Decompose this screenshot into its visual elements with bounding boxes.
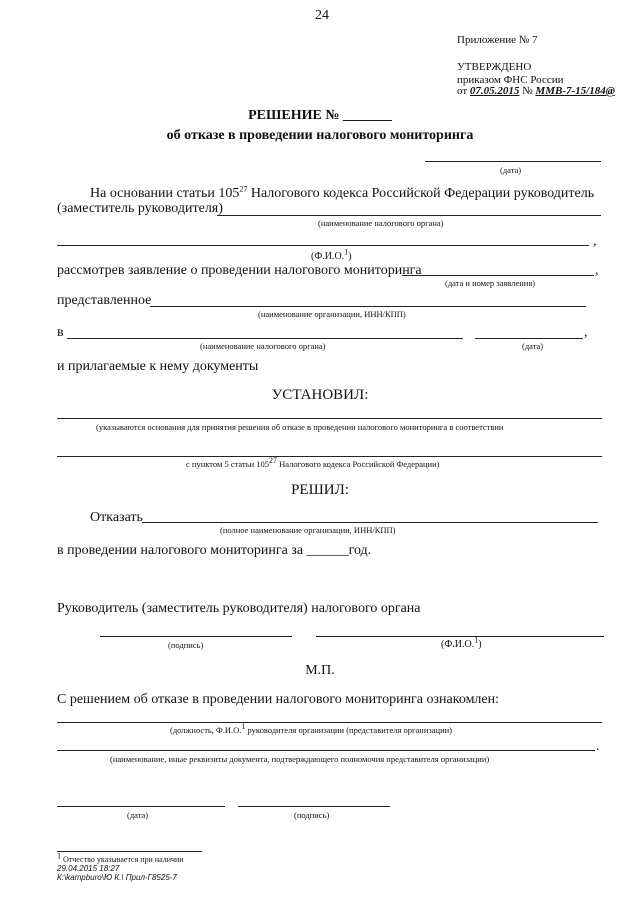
decided-heading: РЕШИЛ: bbox=[291, 482, 349, 498]
appendix-label: Приложение № 7 bbox=[457, 34, 538, 46]
established-heading: УСТАНОВИЛ: bbox=[271, 387, 369, 403]
grounds-line-1 bbox=[57, 418, 602, 419]
tax-authority-line-2 bbox=[67, 338, 463, 339]
fio2-text: (Ф.И.О. bbox=[441, 639, 475, 650]
decision-title: РЕШЕНИЕ № _______ bbox=[248, 108, 392, 123]
fio-line bbox=[57, 245, 589, 246]
approved-label: УТВЕРЖДЕНО bbox=[457, 61, 532, 73]
fio-caption bbox=[311, 247, 352, 262]
date-caption-3: (дата) bbox=[127, 810, 149, 820]
date-line-2 bbox=[475, 338, 583, 339]
grounds-caption-2b: Налогового кодекса Российской Федерации) bbox=[277, 459, 440, 469]
grounds-caption-1: (указываются основания для принятия решения об отказе в проведении налогового мониторинга в соответствии bbox=[96, 422, 504, 432]
date-caption: (дата) bbox=[500, 165, 522, 175]
comma-2: , bbox=[595, 263, 599, 278]
position-caption-a: (должность, Ф.И.О. bbox=[170, 725, 242, 735]
order-label: приказом ФНС России bbox=[457, 74, 564, 86]
footnote-body: Отчество указывается при наличии bbox=[61, 855, 184, 864]
basis-text-b: Налогового кодекса Российской Федерации руководитель bbox=[247, 186, 595, 201]
grounds-superscript: 27 bbox=[269, 456, 277, 466]
signature-line-2 bbox=[238, 806, 390, 807]
refuse-text: Отказать bbox=[90, 510, 143, 525]
position-caption bbox=[170, 722, 452, 735]
basis-paragraph bbox=[90, 186, 594, 202]
full-org-line bbox=[142, 522, 598, 523]
document-line bbox=[57, 750, 595, 751]
order-ref bbox=[457, 85, 615, 97]
position-superscript: 1 bbox=[241, 722, 246, 732]
year-blank: ______ bbox=[306, 543, 349, 558]
signature-caption-2: (подпись) bbox=[294, 810, 330, 820]
tax-authority-caption: (наименование налогового органа) bbox=[318, 218, 444, 228]
print-timestamp: 29.04.2015 18:27 bbox=[57, 864, 120, 873]
application-line bbox=[402, 275, 594, 276]
in-prefix: в bbox=[57, 325, 64, 340]
document-caption: (наименование, иные реквизиты документа, подтверждающего полномочия представителя организации) bbox=[110, 754, 490, 764]
signature-line bbox=[100, 636, 292, 637]
article-superscript: 27 bbox=[239, 184, 248, 194]
number-prefix: № bbox=[522, 85, 533, 97]
year-label: год. bbox=[348, 543, 372, 558]
tax-authority-line bbox=[217, 215, 601, 216]
full-org-caption: (полное наименование организации, ИНН/КПП) bbox=[220, 525, 396, 535]
handwritten-number: ММВ-7-15/184@ bbox=[535, 85, 615, 97]
submitted-text: представленное bbox=[57, 293, 152, 308]
acquainted-text: С решением об отказе в проведении налогового мониторинга ознакомлен: bbox=[57, 692, 500, 707]
fio-line-2 bbox=[316, 636, 604, 637]
tax-authority-caption-2: (наименование налогового органа) bbox=[200, 341, 326, 351]
handwritten-date: 07.05.2015 bbox=[469, 85, 520, 97]
footnote-text bbox=[57, 851, 184, 864]
conduct-text bbox=[57, 543, 371, 559]
comma-3: , bbox=[584, 325, 588, 340]
grounds-line-2 bbox=[57, 456, 602, 457]
fio2-superscript: 1 bbox=[474, 635, 479, 645]
footnote-divider bbox=[57, 851, 202, 852]
grounds-caption-2a: с пунктом 5 статьи 105 bbox=[186, 459, 269, 469]
application-caption: (дата и номер заявления) bbox=[445, 278, 536, 288]
position-caption-b: руководителя организации (представителя организации) bbox=[245, 725, 452, 735]
footnote-superscript: 1 bbox=[57, 851, 61, 861]
date-line bbox=[425, 161, 601, 162]
fio-caption-2 bbox=[441, 635, 482, 650]
comma-1: , bbox=[593, 234, 597, 249]
decision-subtitle: об отказе в проведении налогового мониторинга bbox=[166, 128, 474, 143]
head-label: Руководитель (заместитель руководителя) налогового органа bbox=[57, 601, 421, 616]
from-prefix: от bbox=[457, 85, 468, 97]
grounds-caption-2 bbox=[186, 456, 440, 469]
basis-text-a: На основании статьи 105 bbox=[90, 186, 240, 201]
file-path: К:\kampburo\Ю К.\ Прил-Г8525-7 bbox=[57, 873, 177, 882]
fio-superscript: 1 bbox=[344, 247, 349, 257]
page-number: 24 bbox=[315, 8, 329, 23]
attached-text: и прилагаемые к нему документы bbox=[57, 359, 259, 374]
position-line bbox=[57, 722, 602, 723]
period: . bbox=[596, 739, 600, 754]
date-caption-2: (дата) bbox=[522, 341, 544, 351]
deputy-label: (заместитель руководителя) bbox=[57, 201, 223, 216]
conduct-label: в проведении налогового мониторинга за bbox=[57, 543, 304, 558]
fio-caption-close: ) bbox=[348, 251, 352, 262]
organization-line bbox=[150, 306, 586, 307]
considered-text: рассмотрев заявление о проведении налогового мониторинга bbox=[57, 263, 422, 278]
signature-caption: (подпись) bbox=[168, 640, 204, 650]
date-line-3 bbox=[57, 806, 225, 807]
organization-caption: (наименование организации, ИНН/КПП) bbox=[258, 309, 406, 319]
fio2-close: ) bbox=[478, 639, 482, 650]
fio-caption-text: (Ф.И.О. bbox=[311, 251, 345, 262]
stamp-place: М.П. bbox=[305, 663, 335, 678]
